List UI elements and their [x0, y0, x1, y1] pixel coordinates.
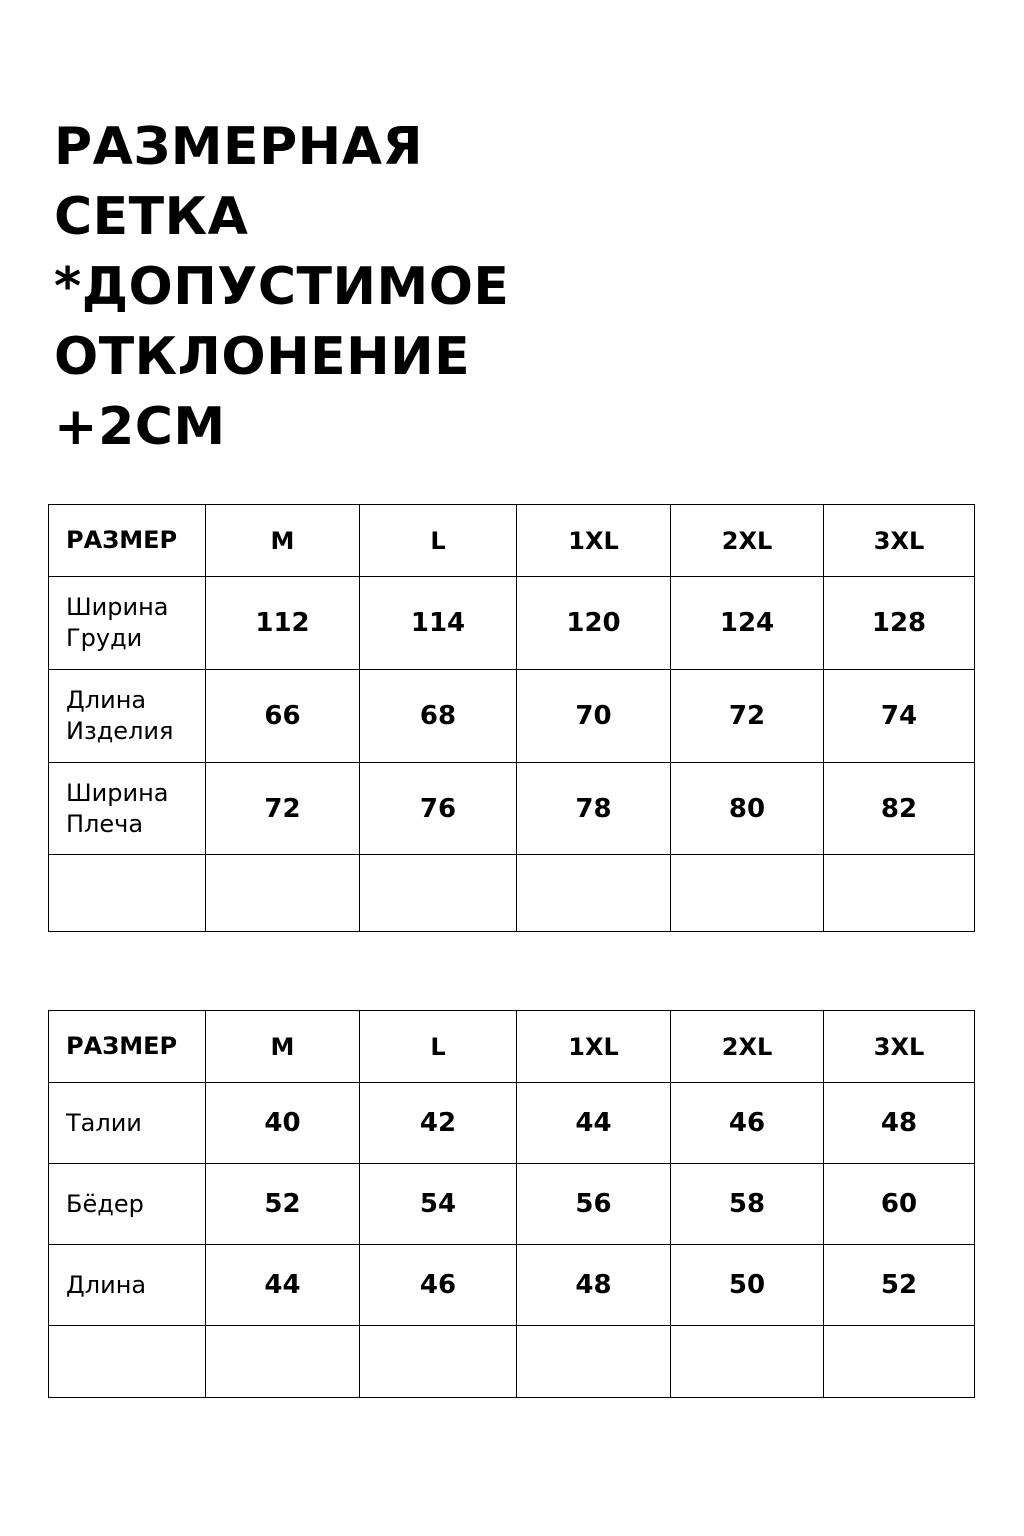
table-cell: 46 — [671, 1083, 824, 1164]
title-line-1: РАЗМЕРНАЯ — [54, 117, 423, 177]
table-cell: 114 — [360, 577, 517, 670]
row-label-chest-width — [49, 577, 206, 670]
table-cell: 124 — [671, 577, 824, 670]
row-label-hips: Бёдер — [49, 1164, 206, 1245]
header-size-3xl: 3XL — [824, 1011, 975, 1083]
table-row — [49, 1164, 975, 1245]
table-cell: 44 — [517, 1083, 671, 1164]
empty-cell — [49, 1326, 206, 1398]
table-cell: 72 — [206, 763, 360, 855]
empty-cell — [49, 855, 206, 932]
size-table-top — [48, 504, 975, 932]
table-row — [49, 1083, 975, 1164]
table-row — [49, 763, 975, 855]
table-row — [49, 670, 975, 763]
header-size-2xl: 2XL — [671, 1011, 824, 1083]
header-size-1xl: 1XL — [517, 1011, 671, 1083]
row-label-line: Плеча — [66, 809, 144, 838]
table-cell: 66 — [206, 670, 360, 763]
row-label-line: Ширина — [66, 593, 169, 621]
table-cell: 44 — [206, 1245, 360, 1326]
table-cell: 82 — [824, 763, 975, 855]
table-cell: 78 — [517, 763, 671, 855]
empty-cell — [824, 855, 975, 932]
table-header-row — [49, 505, 975, 577]
table-cell: 46 — [360, 1245, 517, 1326]
title-line-5: +2СМ — [54, 397, 226, 457]
row-label-garment-length — [49, 670, 206, 763]
header-size-2xl: 2XL — [671, 505, 824, 577]
table-cell: 50 — [671, 1245, 824, 1326]
header-size-l: L — [360, 1011, 517, 1083]
table-cell: 42 — [360, 1083, 517, 1164]
table-row-empty — [49, 855, 975, 932]
table-header-row — [49, 1011, 975, 1083]
table-cell: 112 — [206, 577, 360, 670]
empty-cell — [360, 1326, 517, 1398]
empty-cell — [517, 855, 671, 932]
table-cell: 52 — [206, 1164, 360, 1245]
table-cell: 58 — [671, 1164, 824, 1245]
header-size-l: L — [360, 505, 517, 577]
row-label-line: Ширина — [66, 778, 169, 807]
empty-cell — [671, 855, 824, 932]
empty-cell — [824, 1326, 975, 1398]
table-cell: 80 — [671, 763, 824, 855]
table-cell: 68 — [360, 670, 517, 763]
empty-cell — [360, 855, 517, 932]
table-row-empty — [49, 1326, 975, 1398]
table-cell: 48 — [824, 1083, 975, 1164]
header-size-label: РАЗМЕР — [49, 1011, 206, 1083]
table-cell: 128 — [824, 577, 975, 670]
title-line-3: *ДОПУСТИМОЕ — [54, 257, 510, 317]
table-cell: 74 — [824, 670, 975, 763]
header-size-m: M — [206, 505, 360, 577]
row-label-shoulder-width — [49, 763, 206, 855]
row-label-line: Изделия — [66, 717, 174, 745]
table-row — [49, 1245, 975, 1326]
header-size-m: M — [206, 1011, 360, 1083]
row-label-length: Длина — [49, 1245, 206, 1326]
header-size-3xl: 3XL — [824, 505, 975, 577]
header-size-label: РАЗМЕР — [49, 505, 206, 577]
table-cell: 70 — [517, 670, 671, 763]
table-cell: 72 — [671, 670, 824, 763]
empty-cell — [517, 1326, 671, 1398]
empty-cell — [206, 1326, 360, 1398]
empty-cell — [206, 855, 360, 932]
table-row — [49, 577, 975, 670]
empty-cell — [671, 1326, 824, 1398]
table-cell: 52 — [824, 1245, 975, 1326]
table-cell: 40 — [206, 1083, 360, 1164]
row-label-line: Длина — [66, 686, 147, 714]
row-label-waist: Талии — [49, 1083, 206, 1164]
table-cell: 76 — [360, 763, 517, 855]
row-label-line: Груди — [66, 624, 143, 652]
header-size-1xl: 1XL — [517, 505, 671, 577]
page-title — [54, 112, 509, 462]
table-cell: 120 — [517, 577, 671, 670]
size-table-bottom — [48, 1010, 975, 1398]
title-line-4: ОТКЛОНЕНИЕ — [54, 327, 471, 387]
table-cell: 48 — [517, 1245, 671, 1326]
table-cell: 60 — [824, 1164, 975, 1245]
table-cell: 56 — [517, 1164, 671, 1245]
title-line-2: СЕТКА — [54, 187, 249, 247]
table-cell: 54 — [360, 1164, 517, 1245]
